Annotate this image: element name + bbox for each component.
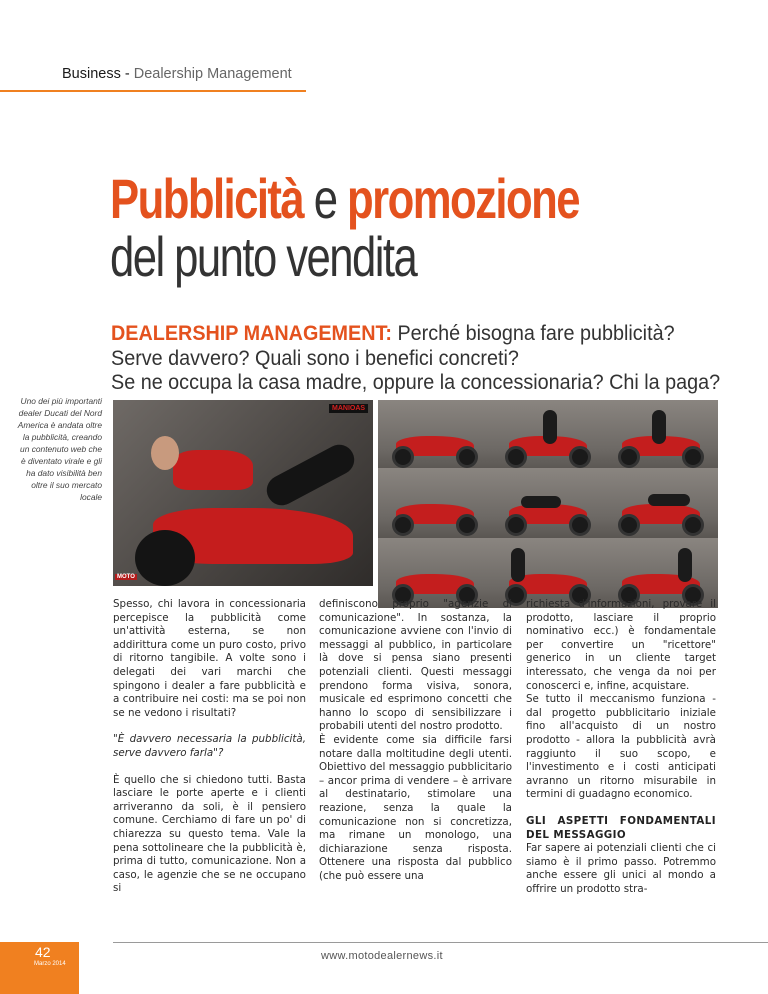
paragraph: Spesso, chi lavora in concessionaria percepisce la pubblicità come un'attività esterna, se non addirittura come un puro costo, privo di ritorno tangibile. A volte sono i delegati dei vari marchi che spingono i dealer a fare pubblicità e a contribuire nei costi: ma se poi non se ne vedono i risultati? [113, 598, 306, 719]
subsection-label: Dealership Management [133, 66, 292, 82]
header-rule [0, 90, 306, 92]
paragraph: richiesta d'informazioni, provare il prodotto, lasciare il proprio nominativo ecc.) è fondamentale per convertire un "ricettore" generico in un cliente target interessato, che venga da noi per conoscerci e, infine, acquistare. [526, 598, 716, 692]
thumbnail-5 [491, 468, 605, 538]
article-title [110, 167, 750, 288]
article-subtitle [111, 321, 751, 395]
title-word-promozione: promozione [347, 167, 579, 230]
text-column-1 [113, 598, 306, 896]
section-header [62, 66, 292, 82]
subtitle-lead: DEALERSHIP MANAGEMENT: [111, 321, 392, 345]
title-joiner: e [303, 167, 348, 230]
figure-torso [173, 450, 253, 490]
photo-caption: Uno dei più importanti dealer Ducati del Nord America è andata oltre la pubblicità, creando un contenuto web che è diventato virale e gli ha dato visibilità ben oltre il suo mercato locale [17, 396, 102, 502]
thumbnail-1 [378, 400, 492, 470]
paragraph: definiscono proprio "agenzie di comunicazione". In sostanza, la comunicazione avviene con l'invio di messaggi al pubblico, in particolare là dove si pensa siano presenti potenziali clienti. Questi messaggi prendono forma visiva, sonora, musicale ed esprimono concetti che hanno lo scopo di sensibilizzare i probabili utenti del nostro prodotto. [319, 598, 512, 733]
subtitle-line-3: Se ne occupa la casa madre, oppure la concessionaria? Chi la paga? [111, 370, 721, 394]
section-dash: - [120, 66, 134, 82]
subtitle-line-2: Serve davvero? Quali sono i benefici concreti? [111, 345, 519, 370]
text-column-3 [526, 598, 716, 896]
figure-head [151, 436, 179, 470]
thumbnail-3 [604, 400, 718, 470]
footer-rule [113, 942, 768, 943]
subtitle-line-1: Perché bisogna fare pubblicità? [391, 321, 675, 345]
issue-date: Marzo 2014 [34, 961, 66, 967]
page-number: 42 [35, 944, 51, 960]
section-label: Business [62, 66, 121, 82]
footer-url[interactable]: www.motodealernews.it [321, 950, 443, 962]
thumbnail-6 [604, 468, 718, 538]
main-photo [113, 400, 373, 586]
thumbnail-4 [378, 468, 492, 538]
section-heading: GLI ASPETTI FONDAMENTALI DEL MESSAGGIO [526, 814, 716, 841]
title-line-2: del punto vendita [110, 225, 417, 288]
figure-legs [262, 439, 360, 510]
motorcycle-wheel [135, 530, 195, 586]
thumbnail-2 [491, 400, 605, 470]
corner-tag: MOTO [117, 574, 135, 580]
text-column-2 [319, 598, 512, 883]
paragraph: Far sapere ai potenziali clienti che ci siamo è il primo passo. Potremmo anche essere gli unici al mondo a offrire un prodotto stra- [526, 842, 716, 895]
title-word-pubblicita: Pubblicità [110, 167, 304, 230]
magazine-tag: MANIOAS [329, 404, 368, 413]
pull-question: "È davvero necessaria la pubblicità, serve davvero farla"? [113, 733, 306, 759]
paragraph: È evidente come sia difficile farsi notare dalla moltitudine degli utenti. Obiettivo del messaggio pubblicitario – ancor prima di vendere – è arrivare al destinatario, stimolare una reazione, senza la quale la comunicazione non si concretizza, ma rimane un monologo, una dichiarazione senza risposta. Ottenere una risposta dal pubblico (che può essere una [319, 733, 512, 882]
paragraph: È quello che si chiedono tutti. Basta lasciare le porte aperte e i clienti arriveranno da soli, è il pensiero comune. Cerchiamo di fare un po' di chiarezza su questo tema. Vale la pena sottolineare che la pubblicità è, prima di tutto, comunicazione. Non a caso, le agenzie che se ne occupano si [113, 773, 306, 895]
paragraph: Se tutto il meccanismo funziona - dal progetto pubblicitario iniziale fino all'acquisto di un nostro prodotto - allora la pubblicità avrà raggiunto il suo scopo, e l'investimento e i costi anticipati avranno un ritorno misurabile in termini di guadagno economico. [526, 693, 716, 801]
